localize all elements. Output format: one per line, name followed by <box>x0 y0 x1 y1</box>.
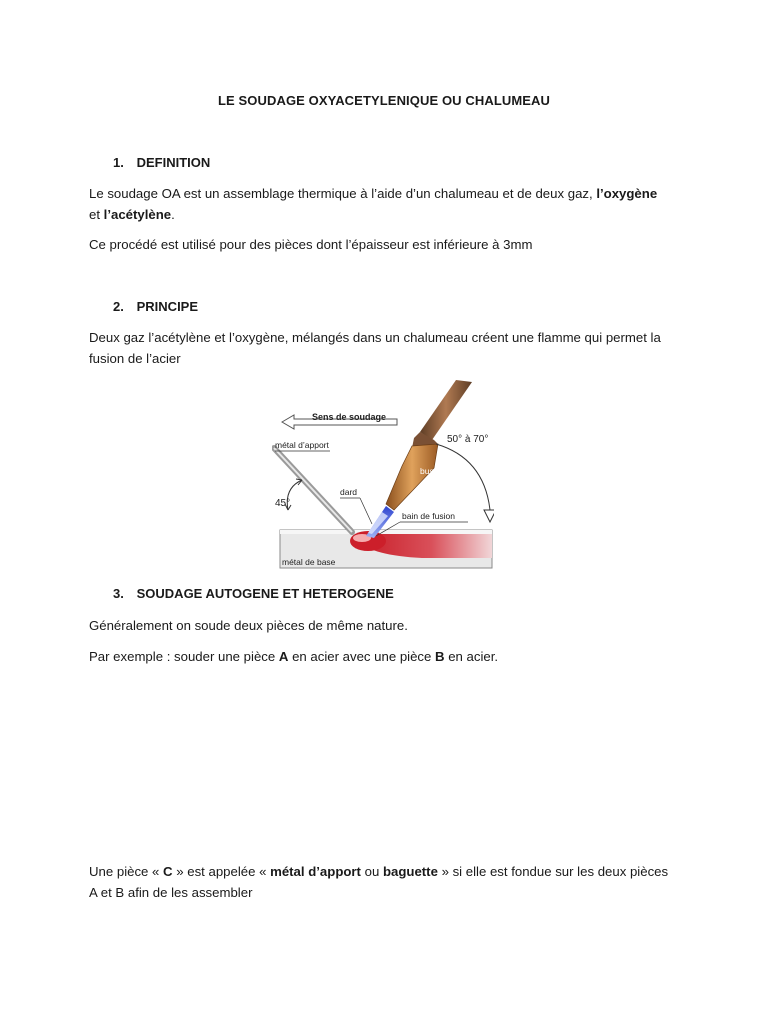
text-run: Par exemple : souder une pièce <box>89 649 279 664</box>
thickness-paragraph: Ce procédé est utilisé pour des pièces dont l’épaisseur est inférieure à 3mm <box>89 237 533 252</box>
dart-leader-line <box>360 498 372 524</box>
section-title: PRINCIPE <box>136 299 199 314</box>
nature-paragraph: Généralement on soude deux pièces de même nature. <box>89 618 408 633</box>
angle-45-label: 45° <box>275 498 291 509</box>
bold-piece-a: A <box>278 649 289 664</box>
example-paragraph <box>89 646 689 667</box>
definition-paragraph <box>89 183 689 225</box>
section-number: 1. <box>113 155 124 170</box>
nozzle-label: buse <box>420 466 439 476</box>
filler-paragraph <box>89 861 669 903</box>
principle-paragraph: Deux gaz l’acétylène et l’oxygène, mélangés dans un chalumeau créent une flamme qui permet la fusion de l’acier <box>89 330 661 366</box>
section-heading-definition <box>113 155 210 170</box>
section-heading-principe <box>113 299 198 314</box>
torch-nozzle <box>386 444 438 510</box>
base-metal-label: métal de base <box>282 557 336 567</box>
angle-50-70-label: 50° à 70° <box>447 434 489 445</box>
welding-diagram <box>272 378 494 572</box>
filler-label: métal d’apport <box>275 440 329 450</box>
bold-term-rod: baguette <box>382 864 438 879</box>
text-run: ou <box>360 864 383 879</box>
text-run: en acier. <box>444 649 499 664</box>
bold-piece-b: B <box>435 649 445 664</box>
text-run: Le soudage OA est un assemblage thermique à l’aide d’un chalumeau et de deux gaz, <box>89 186 597 201</box>
section-number: 2. <box>113 299 124 314</box>
welding-diagram-svg <box>272 378 494 572</box>
arc-arrowhead-icon <box>484 510 494 522</box>
bold-term-oxygen: l’oxygène <box>596 186 658 201</box>
text-run: . <box>171 207 175 222</box>
bold-term-acetylene: l’acétylène <box>103 207 172 222</box>
bold-piece-c: C <box>163 864 173 879</box>
text-run: et <box>89 207 104 222</box>
plate-highlight <box>280 530 492 534</box>
text-run: Une pièce « <box>89 864 164 879</box>
pool-label: bain de fusion <box>402 511 455 521</box>
document-title: LE SOUDAGE OXYACETYLENIQUE OU CHALUMEAU <box>217 93 551 108</box>
text-run: » si elle est fondue sur les deux pièces A et B afin de les assembler <box>89 864 669 900</box>
section-heading-autogene <box>113 586 394 601</box>
direction-label: Sens de soudage <box>312 412 387 422</box>
bold-term-filler-metal: métal d’apport <box>270 864 361 879</box>
torch-handle <box>420 380 472 440</box>
section-title: SOUDAGE AUTOGENE ET HETEROGENE <box>136 586 394 601</box>
text-run: » est appelée « <box>172 864 271 879</box>
angle-arc-50-70 <box>436 444 490 510</box>
text-run: en acier avec une pièce <box>288 649 436 664</box>
section-number: 3. <box>113 586 124 601</box>
dart-label: dard <box>340 487 358 497</box>
section-title: DEFINITION <box>136 155 211 170</box>
